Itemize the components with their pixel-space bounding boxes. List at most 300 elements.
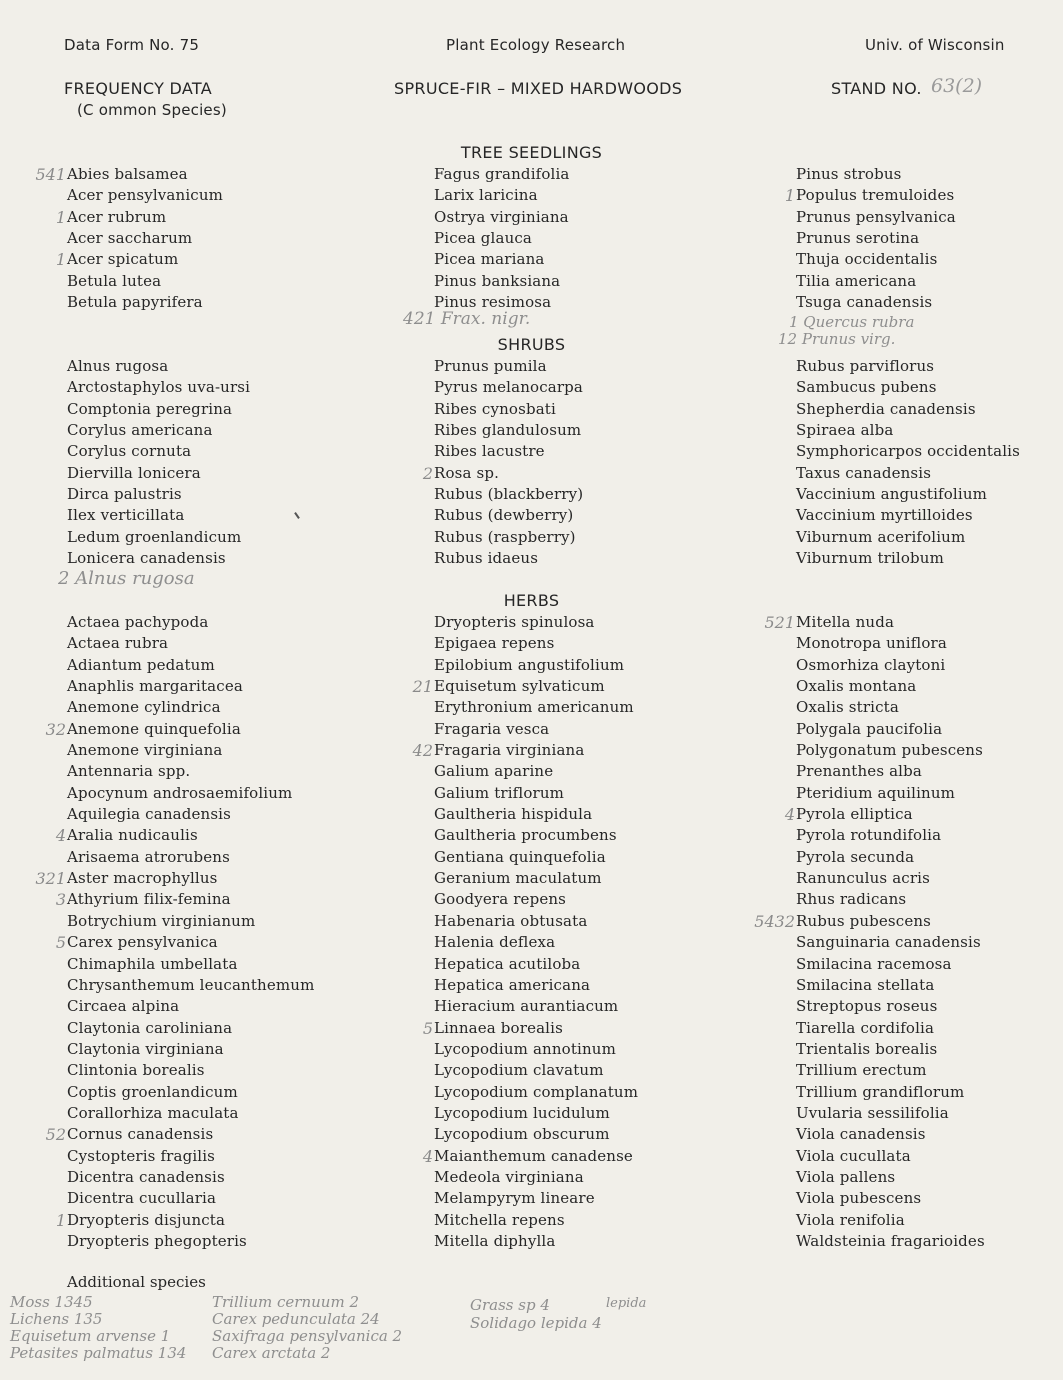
species-name: Melampyrym lineare <box>434 1189 595 1208</box>
organization-title: Plant Ecology Research <box>446 36 626 54</box>
species-row <box>796 463 1020 484</box>
species-name: Dryopteris spinulosa <box>434 613 595 631</box>
frequency-data-title: FREQUENCY DATA <box>64 79 212 98</box>
species-row <box>796 420 1020 441</box>
species-name: Lycopodium annotinum <box>434 1039 616 1058</box>
species-row <box>796 249 956 270</box>
species-name: Viola pubescens <box>796 1189 922 1208</box>
species-row <box>796 1146 985 1167</box>
species-row <box>796 1039 985 1060</box>
species-row <box>55 932 314 953</box>
species-name: Aster macrophyllus <box>67 869 218 888</box>
herbs-column-1 <box>35 612 315 1252</box>
species-row <box>434 1167 638 1188</box>
species-name: Pyrus melanocarpa <box>434 378 584 397</box>
species-name: Medeola virginiana <box>434 1167 584 1186</box>
species-name: Sanguinaria canadensis <box>796 933 981 952</box>
species-name: Halenia deflexa <box>434 933 556 952</box>
stand-number-label: STAND NO. <box>831 79 922 98</box>
species-row <box>67 484 250 505</box>
herbs-column-2 <box>412 612 639 1252</box>
shrubs-column-1 <box>67 356 250 569</box>
species-row <box>796 889 985 910</box>
species-name: Rubus (dewberry) <box>434 506 574 525</box>
species-name: Maianthemum canadense <box>434 1146 633 1165</box>
species-name: Lonicera canadensis <box>67 549 226 568</box>
species-row <box>796 932 985 953</box>
species-row <box>784 185 956 206</box>
species-name: Ilex verticillata <box>67 506 185 525</box>
species-name: Chimaphila umbellata <box>67 954 238 973</box>
species-name: Epigaea repens <box>434 634 555 653</box>
species-row <box>796 761 985 782</box>
species-row <box>45 719 314 740</box>
species-name: Mitella diphylla <box>434 1231 556 1250</box>
species-name: Betula papyrifera <box>67 293 203 312</box>
species-row <box>434 207 570 228</box>
species-name: Hepatica americana <box>434 975 591 994</box>
species-name: Vaccinium myrtilloides <box>796 506 973 525</box>
species-name: Uvularia sessilifolia <box>796 1103 949 1122</box>
species-row <box>796 271 956 292</box>
species-name: Viola pallens <box>796 1167 896 1186</box>
species-row <box>796 1167 985 1188</box>
species-row <box>67 292 223 313</box>
species-row <box>67 911 314 932</box>
species-row <box>412 740 638 761</box>
handwritten-line: Moss 1345 <box>10 1293 93 1311</box>
species-name: Galium triflorum <box>434 783 565 802</box>
species-name: Hepatica acutiloba <box>434 954 581 973</box>
species-name: Polygonatum pubescens <box>796 741 983 760</box>
species-name: Rhus radicans <box>796 890 907 909</box>
species-name: Lycopodium complanatum <box>434 1082 639 1101</box>
species-row <box>796 164 956 185</box>
species-name: Prenanthes alba <box>796 762 922 781</box>
species-name: Acer saccharum <box>67 229 193 248</box>
species-name: Lycopodium clavatum <box>434 1061 604 1080</box>
species-name: Habenaria obtusata <box>434 911 588 930</box>
species-row <box>434 441 583 462</box>
tally-mark: 1 <box>55 250 66 270</box>
species-row <box>434 911 638 932</box>
species-row <box>67 548 250 569</box>
species-name: Actaea pachypoda <box>67 613 209 631</box>
species-name: Acer spicatum <box>67 250 179 269</box>
species-name: Viburnum trilobum <box>796 549 944 568</box>
species-name: Linnaea borealis <box>434 1018 563 1037</box>
tally-mark: 4 <box>422 1146 433 1166</box>
species-name: Aralia nudicaulis <box>67 826 198 845</box>
tally-mark: 3 <box>55 890 66 910</box>
species-row <box>796 1210 985 1231</box>
species-row <box>434 164 570 185</box>
species-row <box>35 164 223 185</box>
species-name: Dicentra cucullaria <box>67 1189 217 1208</box>
species-row <box>67 783 314 804</box>
species-row <box>796 377 1020 398</box>
species-row <box>434 505 583 526</box>
tally-mark: 5432 <box>754 911 795 931</box>
species-row <box>434 1231 638 1252</box>
species-row <box>412 676 638 697</box>
species-row <box>796 207 956 228</box>
species-row <box>796 1124 985 1145</box>
species-name: Monotropa uniflora <box>796 634 947 653</box>
species-name: Actaea rubra <box>67 634 169 653</box>
species-name: Antennaria spp. <box>67 762 191 781</box>
species-row <box>434 399 583 420</box>
species-row <box>67 954 314 975</box>
species-name: Coptis groenlandicum <box>67 1082 238 1101</box>
species-name: Cornus canadensis <box>67 1125 214 1144</box>
species-name: Epilobium angustifolium <box>434 655 625 674</box>
species-row <box>764 612 985 633</box>
tally-mark: 42 <box>412 741 433 761</box>
species-name: Erythronium americanum <box>434 698 634 717</box>
species-row <box>434 954 638 975</box>
species-row <box>796 1018 985 1039</box>
species-name: Lycopodium obscurum <box>434 1125 610 1144</box>
species-name: Dryopteris disjuncta <box>67 1210 226 1229</box>
species-row <box>796 996 985 1017</box>
species-row <box>434 185 570 206</box>
species-name: Aquilegia canadensis <box>67 805 231 824</box>
species-row <box>434 975 638 996</box>
species-row <box>434 719 638 740</box>
species-row <box>796 676 985 697</box>
species-name: Chrysanthemum leucanthemum <box>67 975 315 994</box>
species-row <box>796 740 985 761</box>
species-row <box>55 825 314 846</box>
species-name: Dryopteris phegopteris <box>67 1231 247 1250</box>
species-row <box>67 612 314 633</box>
tally-mark: 1 <box>55 1210 66 1230</box>
species-name: Prunus pensylvanica <box>796 207 956 226</box>
species-row <box>55 1210 314 1231</box>
handwritten-line: Grass sp 4 <box>470 1296 550 1314</box>
species-row <box>67 1018 314 1039</box>
tally-mark: 2 <box>422 463 433 483</box>
species-name: Tilia americana <box>796 271 917 290</box>
tally-mark: 1 <box>784 186 795 206</box>
species-name: Rubus parviflorus <box>796 357 935 375</box>
species-name: Pteridium aquilinum <box>796 783 956 802</box>
tally-mark: 5 <box>55 933 66 953</box>
species-row <box>45 1124 314 1145</box>
species-name: Streptopus roseus <box>796 997 938 1016</box>
species-row <box>434 1188 638 1209</box>
species-name: Smilacina racemosa <box>796 954 952 973</box>
species-name: Equisetum sylvaticum <box>434 677 605 696</box>
species-name: Smilacina stellata <box>796 975 935 994</box>
species-name: Comptonia peregrina <box>67 399 233 418</box>
species-name: Oxalis stricta <box>796 698 899 717</box>
species-row <box>434 1082 638 1103</box>
species-name: Dicentra canadensis <box>67 1167 225 1186</box>
species-name: Viola renifolia <box>796 1210 905 1229</box>
tally-mark: 5 <box>422 1018 433 1038</box>
species-row <box>796 527 1020 548</box>
species-row <box>796 954 985 975</box>
shrubs-column-3 <box>796 356 1020 569</box>
species-row <box>434 633 638 654</box>
species-row <box>434 484 583 505</box>
species-row <box>67 228 223 249</box>
species-name: Rubus idaeus <box>434 549 539 568</box>
species-row <box>67 1188 314 1209</box>
species-row <box>67 185 223 206</box>
species-row <box>422 1018 638 1039</box>
tree-column-2 <box>434 164 570 313</box>
species-name: Athyrium filix-femina <box>67 890 231 909</box>
species-row <box>784 804 985 825</box>
species-name: Mitella nuda <box>796 613 895 631</box>
species-row <box>67 804 314 825</box>
species-row <box>434 889 638 910</box>
species-row <box>434 420 583 441</box>
species-row <box>434 847 638 868</box>
species-name: Anemone quinquefolia <box>67 719 241 738</box>
species-name: Acer pensylvanicum <box>67 186 224 205</box>
species-row <box>434 783 638 804</box>
species-row <box>55 889 314 910</box>
handwritten-additional-extra: lepida <box>606 1296 647 1311</box>
species-row <box>67 1231 314 1252</box>
tally-mark: 4 <box>55 826 66 846</box>
species-name: Spiraea alba <box>796 421 894 440</box>
species-row <box>67 847 314 868</box>
species-name: Betula lutea <box>67 271 162 290</box>
species-row <box>434 612 638 633</box>
handwritten-line: Lichens 135 <box>10 1310 103 1328</box>
species-row <box>67 1103 314 1124</box>
species-row <box>796 1060 985 1081</box>
species-row <box>796 868 985 889</box>
species-name: Carex pensylvanica <box>67 933 218 952</box>
species-name: Ribes lacustre <box>434 442 545 461</box>
species-row <box>434 249 570 270</box>
species-name: Sambucus pubens <box>796 378 937 397</box>
species-name: Claytonia caroliniana <box>67 1018 233 1037</box>
species-row <box>796 356 1020 377</box>
tally-mark: 521 <box>764 613 795 632</box>
species-name: Pyrola rotundifolia <box>796 826 942 845</box>
species-row <box>434 356 583 377</box>
species-name: Acer rubrum <box>67 207 167 226</box>
species-name: Oxalis montana <box>796 677 917 696</box>
species-row <box>434 527 583 548</box>
species-row <box>434 1103 638 1124</box>
species-name: Goodyera repens <box>434 890 567 909</box>
species-name: Anemone cylindrica <box>67 698 221 717</box>
species-row <box>796 847 985 868</box>
herbs-heading: HERBS <box>503 591 560 610</box>
species-row <box>796 292 956 313</box>
species-row <box>67 740 314 761</box>
species-row <box>796 719 985 740</box>
species-row <box>67 527 250 548</box>
species-row <box>67 1060 314 1081</box>
handwritten-additional-col-3 <box>470 1296 602 1332</box>
species-row <box>754 911 985 932</box>
species-row <box>434 1060 638 1081</box>
handwritten-line: Carex pedunculata 24 <box>212 1310 380 1328</box>
species-row <box>67 655 314 676</box>
handwritten-additional-col-2 <box>212 1294 402 1362</box>
species-name: Corallorhiza maculata <box>67 1103 239 1122</box>
species-row <box>796 697 985 718</box>
handwritten-line: Petasites palmatus 134 <box>10 1344 187 1362</box>
species-name: Pyrola secunda <box>796 847 915 866</box>
species-name: Cystopteris fragilis <box>67 1146 216 1165</box>
species-row <box>796 1082 985 1103</box>
species-row <box>796 1231 985 1252</box>
species-name: Anaphlis margaritacea <box>67 677 243 696</box>
species-name: Picea mariana <box>434 250 545 269</box>
forest-type-title: SPRUCE-FIR – MIXED HARDWOODS <box>394 79 683 98</box>
tally-mark: 32 <box>45 719 66 739</box>
species-row <box>67 697 314 718</box>
species-name: Tsuga canadensis <box>796 293 933 312</box>
species-row <box>35 868 314 889</box>
tally-mark: 541 <box>35 165 66 184</box>
species-name: Shepherdia canadensis <box>796 399 976 418</box>
species-row <box>434 932 638 953</box>
species-row <box>796 975 985 996</box>
species-row <box>67 975 314 996</box>
species-row <box>67 1082 314 1103</box>
species-name: Osmorhiza claytoni <box>796 655 946 674</box>
species-row <box>796 399 1020 420</box>
species-row <box>796 228 956 249</box>
species-row <box>796 783 985 804</box>
species-row <box>434 996 638 1017</box>
handwritten-note-tree-2: 1 Quercus rubra <box>789 313 915 331</box>
species-name: Thuja occidentalis <box>796 250 938 269</box>
tree-seedlings-heading: TREE SEEDLINGS <box>460 143 603 162</box>
species-name: Mitchella repens <box>434 1210 565 1229</box>
species-row <box>796 548 1020 569</box>
species-row <box>67 420 250 441</box>
species-row <box>67 399 250 420</box>
species-name: Arctostaphylos uva-ursi <box>67 378 251 397</box>
species-row <box>67 676 314 697</box>
species-row <box>67 356 250 377</box>
species-name: Polygala paucifolia <box>796 719 943 738</box>
species-name: Gaultheria hispidula <box>434 805 593 824</box>
species-name: Circaea alpina <box>67 997 180 1016</box>
species-name: Pinus resimosa <box>434 293 552 312</box>
species-name: Populus tremuloides <box>796 186 955 205</box>
species-row <box>434 1124 638 1145</box>
handwritten-additional-col-1 <box>10 1294 186 1362</box>
handwritten-note-tree-1: 421 Frax. nigr. <box>403 309 531 329</box>
species-name: Rubus (blackberry) <box>434 485 584 504</box>
species-row <box>422 463 583 484</box>
species-name: Larix laricina <box>434 186 538 205</box>
species-name: Vaccinium angustifolium <box>796 485 988 504</box>
species-row <box>67 441 250 462</box>
species-name: Dirca palustris <box>67 485 182 504</box>
species-row <box>434 1039 638 1060</box>
species-name: Apocynum androsaemifolium <box>67 783 293 802</box>
species-name: Taxus canadensis <box>796 463 932 482</box>
species-row <box>796 633 985 654</box>
species-name: Picea glauca <box>434 229 533 248</box>
species-row <box>67 633 314 654</box>
species-name: Adiantum pedatum <box>67 655 215 674</box>
species-name: Lycopodium lucidulum <box>434 1103 610 1122</box>
species-row <box>422 1146 638 1167</box>
shrubs-heading: SHRUBS <box>497 335 566 354</box>
species-row <box>434 655 638 676</box>
species-row <box>796 825 985 846</box>
species-row <box>434 1210 638 1231</box>
tree-column-1 <box>35 164 224 313</box>
species-name: Trillium grandiflorum <box>796 1082 965 1101</box>
species-name: Hieracium aurantiacum <box>434 997 619 1016</box>
stand-number-value: 63(2) <box>931 75 983 97</box>
species-name: Ranunculus acris <box>796 869 930 888</box>
species-name: Trillium erectum <box>796 1061 927 1080</box>
species-row <box>55 249 223 270</box>
species-row <box>434 697 638 718</box>
species-row <box>434 804 638 825</box>
species-name: Pinus banksiana <box>434 271 561 290</box>
species-name: Rosa sp. <box>434 463 500 482</box>
species-row <box>434 271 570 292</box>
species-name: Viola canadensis <box>796 1125 926 1144</box>
species-row <box>434 377 583 398</box>
species-name: Corylus americana <box>67 421 213 440</box>
species-row <box>796 441 1020 462</box>
tally-mark: 4 <box>784 805 795 825</box>
species-row <box>434 548 583 569</box>
handwritten-line: Trillium cernuum 2 <box>212 1293 359 1311</box>
species-name: Alnus rugosa <box>67 357 169 375</box>
species-row <box>434 825 638 846</box>
species-name: Botrychium virginianum <box>67 911 256 930</box>
species-name: Tiarella cordifolia <box>796 1018 935 1037</box>
species-row <box>67 1146 314 1167</box>
species-name: Fagus grandifolia <box>434 165 570 183</box>
tally-mark: 52 <box>45 1125 66 1145</box>
species-name: Abies balsamea <box>67 165 188 183</box>
species-name: Fragaria vesca <box>434 719 550 738</box>
species-row <box>796 1188 985 1209</box>
species-row <box>796 1103 985 1124</box>
species-name: Fragaria virginiana <box>434 741 585 760</box>
tree-column-3 <box>784 164 956 313</box>
species-row <box>67 761 314 782</box>
species-row <box>67 1039 314 1060</box>
species-row <box>796 505 1020 526</box>
species-name: Anemone virginiana <box>67 741 223 760</box>
handwritten-line: Carex arctata 2 <box>212 1344 331 1362</box>
tally-mark: 21 <box>412 677 433 697</box>
species-row <box>67 377 250 398</box>
species-name: Ostrya virginiana <box>434 207 569 226</box>
species-row <box>67 1167 314 1188</box>
species-row <box>434 761 638 782</box>
species-row <box>796 655 985 676</box>
species-name: Trientalis borealis <box>796 1039 938 1058</box>
species-name: Clintonia borealis <box>67 1061 205 1080</box>
species-name: Ribes glandulosum <box>434 421 582 440</box>
species-row <box>67 996 314 1017</box>
species-name: Ribes cynosbati <box>434 399 556 418</box>
